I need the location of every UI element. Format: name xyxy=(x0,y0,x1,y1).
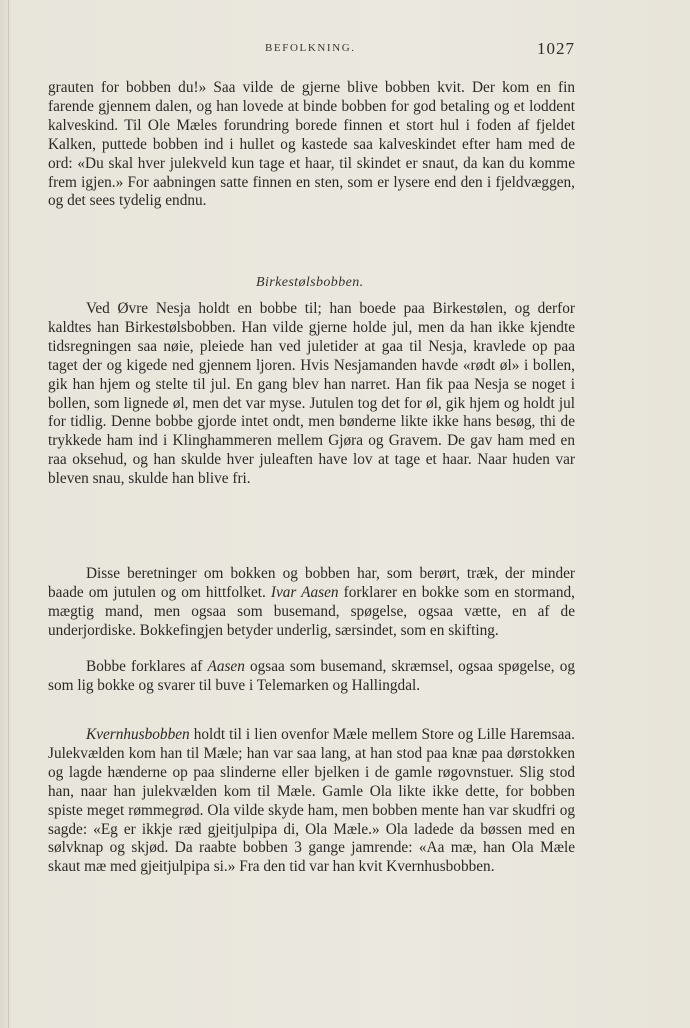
paragraph-5 xyxy=(48,726,575,877)
paragraph-3 xyxy=(48,565,575,641)
paragraph-3-after: forklarer en bokke som en stormand, mægtig mand, men ogsaa som busemand, spøgelse, ogsaa vætte, en af de underjordiske. Bokkefingjen betyder underlig, særsindet, som en skifting. xyxy=(48,583,575,639)
paragraph-4 xyxy=(48,658,575,696)
page-header xyxy=(50,40,575,60)
paragraph-4-before: Bobbe forklares af xyxy=(86,658,208,675)
paragraph-2 xyxy=(48,300,575,489)
page-edge xyxy=(8,0,9,1028)
page-number: 1027 xyxy=(537,39,575,58)
paragraph-2-text: Ved Øvre Nesja holdt en bobbe til; han boede paa Birkestølen, og derfor kaldtes han Birkestølsbobben. Han vilde gjerne holde jul, men da han ikke kjendte tidsregningen saa nøie, pleiede han ved juletider at gaa til Nesja, kravlede op paa taget der og kigede ned gjennem ljoren. Hvis Nesjamanden havde «rødt øl» i bollen, gik han hjem og stelte til jul. En gang blev han narret. Han fik paa Nesja se noget i bollen, som lignede øl, men det var myse. Jutulen tog det for øl, gik hjem og holdt jul for tidlig. Denne bobbe gjorde intet ondt, men bønderne likte ikke hans besøg, thi de trykkede ham ind i Klinghammeren mellem Gjøra og Gravem. De gav ham med en raa oksehud, og han skulde hver juleaften have lov at tage et haar. Naar huden var bleven snau, skulde han blive fri. xyxy=(48,300,575,488)
author-name-aasen: Aasen xyxy=(207,658,245,675)
section-title: Birkestølsbobben. xyxy=(256,275,364,290)
paragraph-3-before: Disse beretninger om bokken og bobben har, som berørt, træk, der minder baade om jutulen og om hittfolket. xyxy=(48,565,575,601)
paragraph-1-text: grauten for bobben du!» Saa vilde de gjerne blive bobben kvit. Der kom en fin farende gjennem dalen, og han lovede at binde bobben for god betaling og et loddent kalveskind. Til Ole Mæles forundring borede finnen et stort hul i foden af fjeldet Kalken, puttede bobben ind i hullet og kastede saa kalveskindet efter ham med de ord: «Du skal hver julekveld kun tage et haar, til skindet er snaut, da kan du komme frem igjen.» For aabningen satte finnen en sten, som er lysere end den i fjeldvæggen, og det sees tydelig endnu. xyxy=(48,79,575,210)
paragraph-5-text xyxy=(48,726,575,877)
author-name-ivar-aasen: Ivar Aasen xyxy=(270,583,339,601)
paragraph-3-text xyxy=(48,565,575,641)
paragraph-4-text xyxy=(48,658,575,696)
kvernhusbobben-name: Kvernhusbobben xyxy=(86,726,190,743)
running-head: BEFOLKNING. xyxy=(265,42,356,54)
paragraph-4-after: ogsaa som busemand, skræmsel, ogsaa spøgelse, og som lig bokke og svarer til buve i Telemarken og Hallingdal. xyxy=(48,658,575,694)
paragraph-1 xyxy=(48,79,575,211)
paragraph-5-after: holdt til i lien ovenfor Mæle mellem Store og Lille Haremsaa. Julekvælden kom han til Mæle; han var saa lang, at han stod paa knæ paa dørstokken og lagde hænderne op paa slinderne eller bjelken i de gamle røgovnstuer. Slig stod han, naar han julekvælden kom til Mæle. Gamle Ola likte ikke dette, for bobben spiste meget rømmegrød. Ola vilde skyde ham, men bobben mente han var skudfri og sagde: «Eg er ikkje ræd gjeitjulpipa di, Ola Mæle.» Ola ladede da bøssen med en sølvknap og skjød. Da raabte bobben 3 gange jamrende: «Aa mæ, han Ola Mæle skaut mæ med gjeitjulpipa si.» Fra den tid var han kvit Kvernhusbobben. xyxy=(48,726,575,876)
